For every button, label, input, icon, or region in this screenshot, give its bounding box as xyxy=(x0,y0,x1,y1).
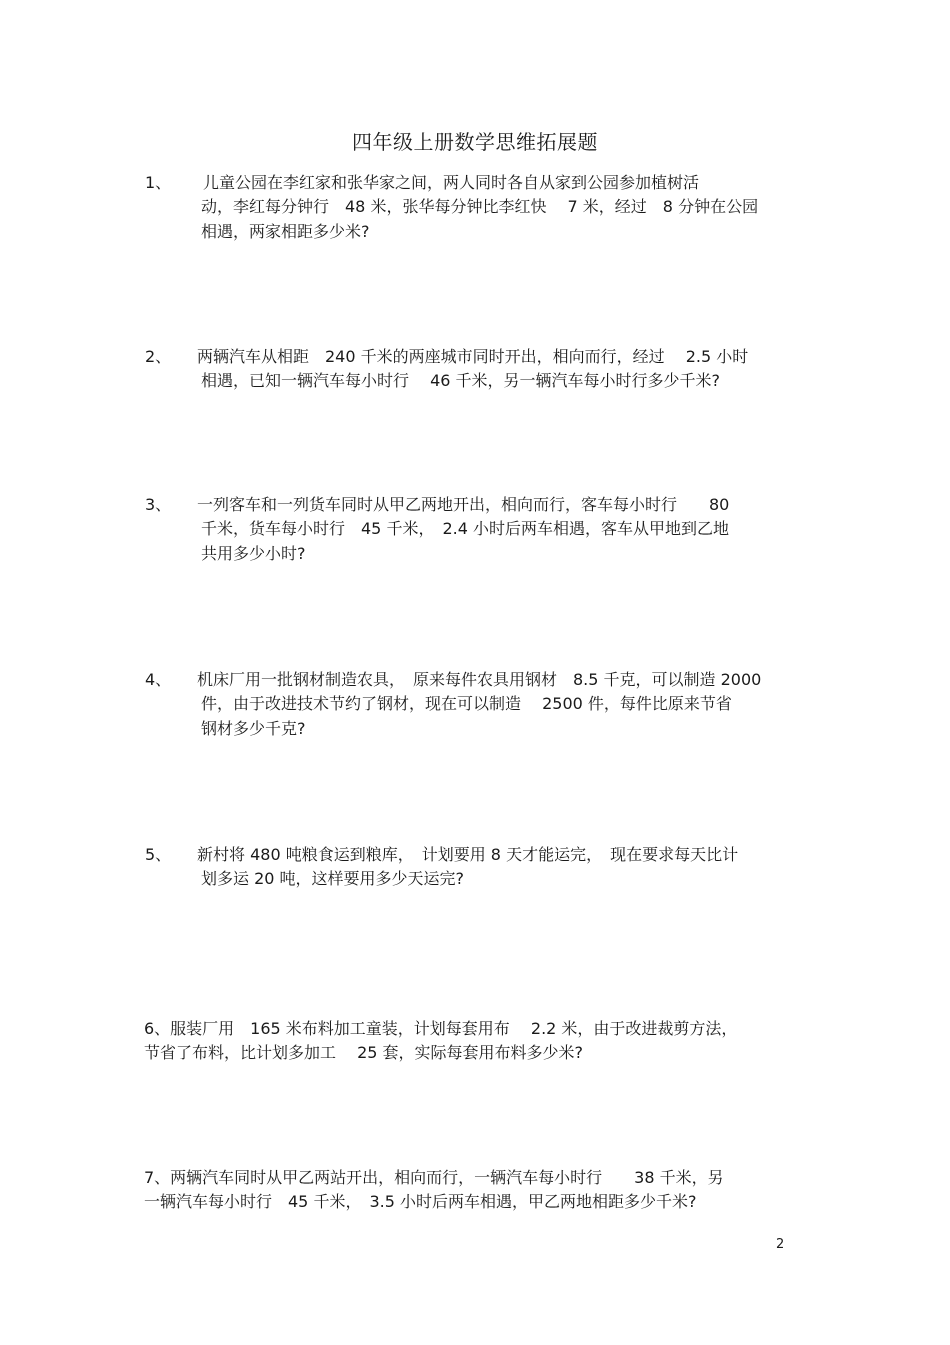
problem-3 xyxy=(145,492,825,572)
problem-7 xyxy=(144,1165,834,1221)
problem-text-line: 机床厂用一批钢材制造农具， 原来每件农具用钢材 8.5 千克，可以制造 2000 xyxy=(197,670,762,689)
problem-number: 4、 xyxy=(145,670,172,689)
problem-text-line: 相遇，两家相距多少米? xyxy=(201,222,370,241)
problem-number: 1、 xyxy=(145,173,172,192)
problem-text-line: 相遇，已知一辆汽车每小时行 46 千米，另一辆汽车每小时行多少千米? xyxy=(201,371,721,390)
problem-text-line: 6、服装厂用 165 米布料加工童装，计划每套用布 2.2 米，由于改进裁剪方法， xyxy=(144,1019,738,1038)
problem-number: 3、 xyxy=(145,495,172,514)
problem-text-line: 千米，货车每小时行 45 千米， 2.4 小时后两车相遇，客车从甲地到乙地 xyxy=(201,519,729,538)
page-number: 2 xyxy=(776,1237,785,1252)
problem-text-line: 动，李红每分钟行 48 米，张华每分钟比李红快 7 米，经过 8 分钟在公园 xyxy=(201,197,759,216)
problem-2 xyxy=(145,344,825,400)
problem-text-line: 儿童公园在李红家和张华家之间，两人同时各自从家到公园参加植树活 xyxy=(203,173,700,192)
problem-4 xyxy=(145,667,825,747)
problem-text-line: 一列客车和一列货车同时从甲乙两地开出，相向而行，客车每小时行 80 xyxy=(197,495,730,514)
problem-number: 2、 xyxy=(145,347,172,366)
problem-text-line: 7、两辆汽车同时从甲乙两站开出，相向而行，一辆汽车每小时行 38 千米，另 xyxy=(144,1168,724,1187)
problem-text-line: 一辆汽车每小时行 45 千米， 3.5 小时后两车相遇，甲乙两地相距多少千米? xyxy=(144,1192,697,1211)
page-title: 四年级上册数学思维拓展题 xyxy=(352,130,598,154)
problem-text-line: 共用多少小时? xyxy=(201,544,306,563)
problem-text-line: 划多运 20 吨，这样要用多少天运完? xyxy=(201,869,465,888)
problem-5 xyxy=(145,842,825,898)
problem-text-line: 新村将 480 吨粮食运到粮库， 计划要用 8 天才能运完， 现在要求每天比计 xyxy=(197,845,739,864)
problem-number: 5、 xyxy=(145,845,172,864)
problem-text-line: 节省了布料，比计划多加工 25 套，实际每套用布料多少米? xyxy=(144,1043,584,1062)
problem-text-line: 件，由于改进技术节约了钢材，现在可以制造 2500 件，每件比原来节省 xyxy=(201,694,732,713)
problem-6 xyxy=(144,1016,834,1072)
problem-text-line: 钢材多少千克? xyxy=(201,719,306,738)
problem-1 xyxy=(145,170,825,250)
problem-text-line: 两辆汽车从相距 240 千米的两座城市同时开出，相向而行，经过 2.5 小时 xyxy=(197,347,749,366)
